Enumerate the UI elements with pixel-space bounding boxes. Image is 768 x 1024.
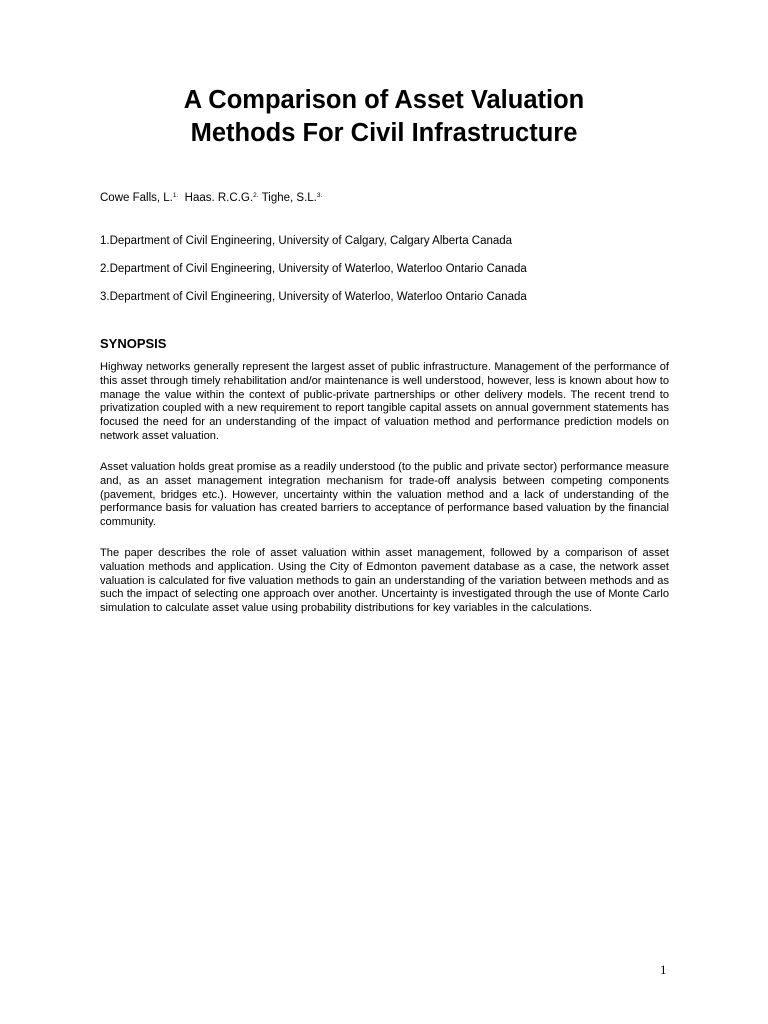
section-heading-synopsis: SYNOPSIS: [100, 336, 167, 351]
synopsis-paragraph-1: Highway networks generally represent the largest asset of public infrastructure. Management of the performance of this asset through timely rehabilitation and/or maintenance is well understood, however, less is known about how to manage the value within the context of public-private partnerships or other delivery models. The recent trend to privatization coupled with a new requirement to report tangible capital assets on annual government statements has focused the need for an understanding of the impact of valuation method and performance prediction models on network asset valuation.: [100, 361, 669, 442]
synopsis-paragraph-3: The paper describes the role of asset valuation within asset management, followed by a comparison of asset valuation methods and application. Using the City of Edmonton pavement database as a case, the network asset valuation is calculated for five valuation methods to gain an understanding of the variation between methods and as such the impact of selecting one approach over another. Uncertainty is investigated through the use of Monte Carlo simulation to calculate asset value using probability distributions for key variables in the calculations.: [100, 547, 669, 615]
paper-title-line-2: Methods For Civil Infrastructure: [190, 119, 578, 147]
author-name: Cowe Falls, L.: [100, 192, 173, 204]
author-name: Haas. R.C.G.: [184, 192, 254, 204]
author-affiliation-mark: 2.: [253, 192, 259, 199]
author-affiliation-mark: 1.: [172, 192, 179, 199]
author-affiliation-mark: 3.: [316, 192, 323, 199]
synopsis-paragraph-2: Asset valuation holds great promise as a readily understood (to the public and private sector) performance measure and, as an asset management integration mechanism for trade-off analysis between competing components (pavement, bridges etc.). However, uncertainty within the valuation method and a lack of understanding of the performance basis for valuation has created barriers to acceptance of performance based valuation by the financial community.: [100, 461, 669, 529]
affiliation-1: 1.Department of Civil Engineering, University of Calgary, Calgary Alberta Canada: [100, 235, 513, 247]
author-list: [100, 191, 322, 205]
affiliation-2: 2.Department of Civil Engineering, University of Waterloo, Waterloo Ontario Canada: [100, 263, 527, 275]
affiliation-3: 3.Department of Civil Engineering, University of Waterloo, Waterloo Ontario Canada: [100, 291, 527, 303]
page-number: 1: [660, 962, 667, 977]
paper-title-line-1: A Comparison of Asset Valuation: [183, 86, 585, 114]
author-name: Tighe, S.L.: [261, 192, 317, 204]
paper-title: [0, 84, 768, 150]
